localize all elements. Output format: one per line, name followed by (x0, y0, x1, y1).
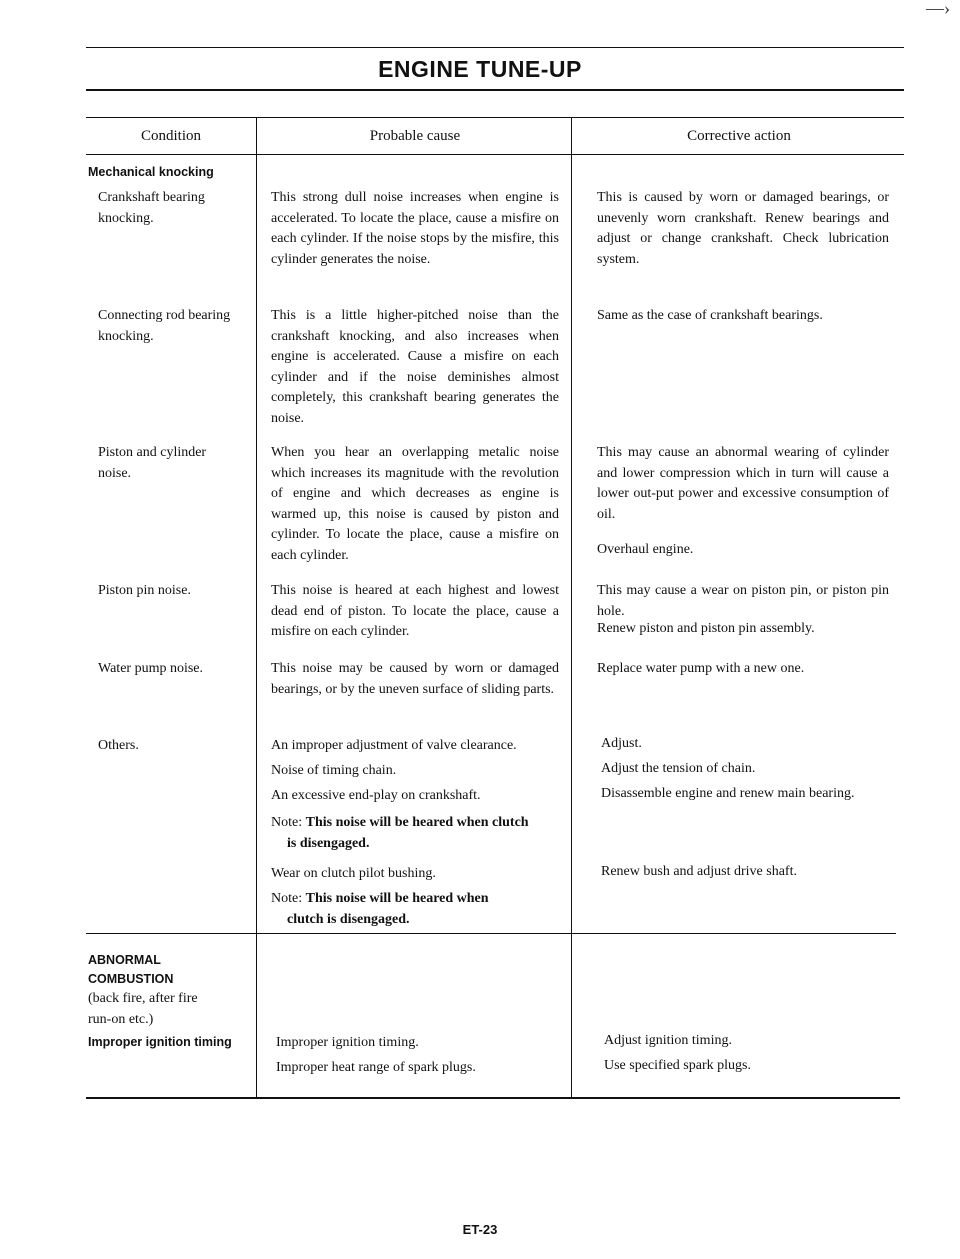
action-cell: Adjust the tension of chain. (601, 761, 756, 776)
bottom-rule (86, 1097, 900, 1099)
condition-cell: Connecting rod bearing knocking. (98, 308, 231, 344)
corner-mark: —› (926, 0, 950, 18)
section-rule (86, 933, 896, 934)
condition-cell: Water pump noise. (98, 661, 204, 676)
cause-cell: This is a little higher-pitched noise than the crankshaft knocking, and also increases when engine is accelerated. Cause a misfire on each cylinder and if the noise deminishes almost completely, this crankshaft bearing generates the noise. (271, 308, 559, 426)
action-cell: Adjust ignition timing. (604, 1033, 732, 1048)
cause-cell: Noise of timing chain. (271, 763, 397, 778)
condition-cell-ignition: Improper ignition timing (88, 1035, 232, 1049)
action-cell: Use specified spark plugs. (604, 1058, 751, 1073)
note (271, 813, 566, 854)
column-divider-2 (571, 118, 572, 1098)
note-label: Note: (271, 891, 303, 906)
cause-cell: Improper heat range of spark plugs. (276, 1060, 476, 1075)
cause-cell: Improper ignition timing. (276, 1035, 419, 1050)
action-cell: This is caused by worn or damaged bearings, or unevenly worn crankshaft. Renew bearings and adjust or change crankshaft. Check lubrication system. (597, 190, 889, 267)
section-title-abnormal-2: COMBUSTION (88, 972, 174, 986)
cause-cell: An improper adjustment of valve clearance. (271, 738, 517, 753)
title-rule (86, 89, 904, 91)
header-cause: Probable cause (369, 128, 461, 144)
action-cell: Adjust. (601, 736, 642, 751)
action-cell: Renew bush and adjust drive shaft. (601, 864, 797, 879)
section-title-mechanical: Mechanical knocking (88, 165, 214, 179)
condition-cell: Crankshaft bearing knocking. (98, 190, 205, 226)
action-cell: Replace water pump with a new one. (597, 661, 805, 676)
cause-cell: This noise may be caused by worn or damaged bearings, or by the uneven surface of sliding parts. (271, 661, 559, 697)
cause-cell: An excessive end-play on crankshaft. (271, 788, 481, 803)
header-bottom-rule (86, 154, 904, 155)
condition-cell: Piston pin noise. (98, 583, 191, 598)
top-rule (86, 47, 904, 48)
section-title-abnormal-1: ABNORMAL (88, 953, 161, 967)
note (271, 889, 566, 930)
note-continuation: clutch is disengaged. (287, 911, 410, 927)
cause-cell: This noise is heared at each highest and lowest dead end of piston. To locate the place, cause a misfire on each cylinder. (271, 583, 559, 639)
page-title: ENGINE TUNE-UP (378, 56, 582, 82)
section-subtitle: (back fire, after fire run-on etc.) (88, 991, 198, 1027)
action-cell-secondary: Overhaul engine. (597, 542, 694, 557)
note-text: This noise will be heared when clutch (305, 815, 529, 830)
action-cell: This may cause an abnormal wearing of cylinder and lower compression which in turn will cause a lower out-put power and excessive consumption of oil. (597, 445, 889, 522)
note-label: Note: (271, 815, 303, 830)
action-cell: Disassemble engine and renew main bearing. (601, 786, 855, 801)
condition-cell-others: Others. (98, 738, 139, 753)
header-action: Corrective action (687, 128, 791, 144)
note-text: This noise will be heared when (305, 891, 489, 906)
action-cell: Same as the case of crankshaft bearings. (597, 308, 823, 323)
header-top-rule (86, 117, 904, 118)
cause-cell: This strong dull noise increases when engine is accelerated. To locate the place, cause a misfire on each cylinder. If the noise stops by the misfire, this cylinder generates the noise. (271, 190, 559, 267)
cause-cell: When you hear an overlapping metalic noise which increases its magnitude with the revolution of engine and which decreases as engine is warmed up, this noise is caused by piston and cylinder. To locate the place, cause a misfire on each cylinder. (271, 445, 559, 563)
condition-cell: Piston and cylinder noise. (98, 445, 207, 481)
cause-cell: Wear on clutch pilot bushing. (271, 866, 436, 881)
page-number: ET-23 (462, 1222, 498, 1237)
header-condition: Condition (140, 128, 201, 144)
column-divider-1 (256, 118, 257, 1098)
action-cell-secondary: Renew piston and piston pin assembly. (597, 621, 815, 636)
action-cell: This may cause a wear on piston pin, or piston pin hole. (597, 583, 889, 619)
note-continuation: is disengaged. (287, 835, 370, 851)
